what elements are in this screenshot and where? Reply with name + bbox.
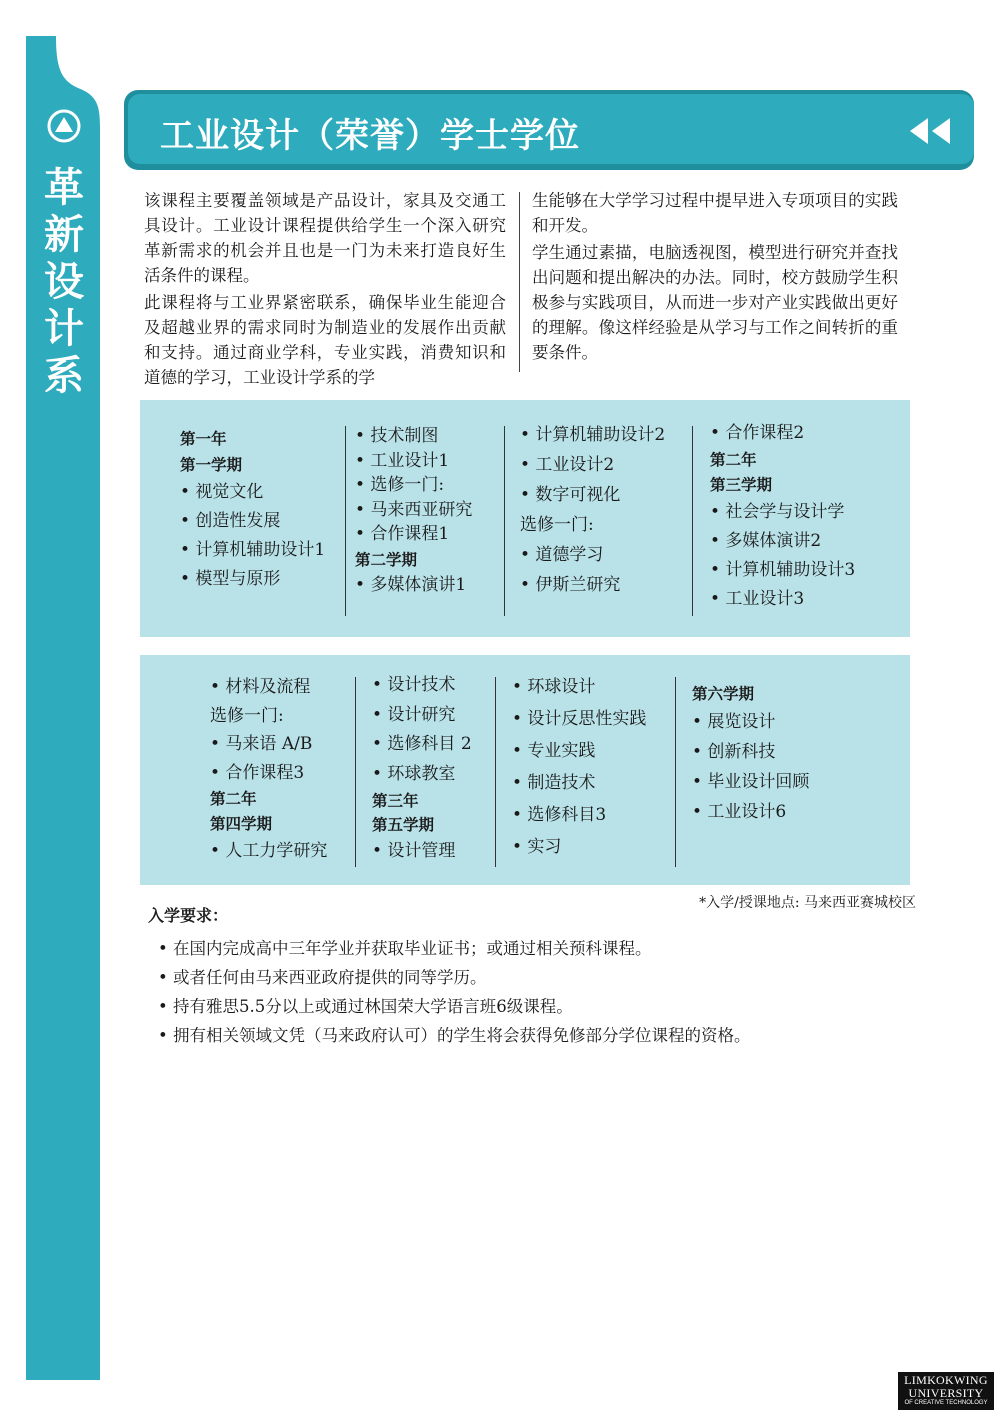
course-item: • 合作课程2: [710, 423, 805, 443]
course-item: • 多媒体演讲2: [710, 531, 822, 551]
page-title: 工业设计（荣誉）学士学位: [160, 116, 580, 156]
course-item: • 计算机辅助设计2: [520, 425, 666, 445]
course-item: • 马来西亚研究: [355, 499, 473, 520]
requirement-item: • 拥有相关领域文凭（马来政府认可）的学生将会获得免修部分学位课程的资格。: [158, 1026, 751, 1045]
university-logo: [898, 1372, 994, 1410]
requirement-item: • 持有雅思5.5分以上或通过林国荣大学语言班6级课程。: [158, 997, 573, 1016]
curriculum-column-year2-sem3: [710, 419, 855, 614]
course-item: • 合作课程1: [355, 524, 450, 544]
curriculum-column-electives: [520, 420, 665, 600]
course-item: • 合作课程3: [210, 762, 305, 783]
logo-line: OF CREATIVE TECHNOLOGY: [904, 1400, 988, 1406]
intro-left-column: [144, 188, 506, 392]
triangle-in-circle-icon: [46, 108, 82, 144]
course-item: • 选修一门:: [355, 475, 445, 495]
requirements-title: 入学要求：: [148, 906, 229, 925]
curriculum-column-sem6: [692, 681, 809, 827]
course-item: • 创造性发展: [180, 511, 281, 531]
year-heading: 第三年: [372, 792, 419, 810]
requirements-list: [158, 934, 750, 1050]
course-item: • 数字可视化: [520, 485, 621, 505]
course-item: • 工业设计1: [355, 450, 450, 471]
course-item: • 社会学与设计学: [710, 502, 845, 522]
course-item: • 视觉文化: [180, 482, 264, 502]
year-heading: 第二年: [210, 790, 257, 808]
course-item: • 制造技术: [512, 773, 596, 793]
curriculum-panel-2: [140, 655, 910, 885]
course-item: • 环球设计: [512, 677, 596, 697]
course-item: • 环球教室: [372, 763, 456, 784]
course-item: • 工业设计6: [692, 802, 787, 822]
year-heading: 第二年: [710, 451, 757, 469]
curriculum-column-year3-sem5: [372, 671, 472, 867]
requirement-item: • 在国内完成高中三年学业并获取毕业证书；或通过相关预科课程。: [158, 939, 652, 958]
intro-paragraph: 该课程主要覆盖领域是产品设计，家具及交通工具设计。工业设计课程提供给学生一个深入研究革新需求的机会并且也是一门为未来打造良好生活条件的课程。: [144, 191, 506, 285]
course-item: • 设计技术: [372, 675, 456, 695]
year-heading: 第一年: [180, 430, 227, 448]
department-label: [40, 165, 88, 400]
curriculum-column-sem2: [355, 424, 472, 597]
semester-heading: 第三学期: [710, 476, 773, 494]
course-item: • 人工力学研究: [210, 841, 328, 861]
requirement-item: • 或者任何由马来西亚政府提供的同等学历。: [158, 968, 487, 987]
intro-paragraph: 此课程将与工业界紧密联系，确保毕业生能迎合及超越业界的需求同时为制造业的发展作出贡献和支持。通过商业学科，专业实践，消费知识和道德的学习，工业设计学系的学: [144, 293, 506, 387]
semester-heading: 第四学期: [210, 815, 273, 833]
column-divider: [504, 426, 505, 616]
curriculum-column-practice: [512, 671, 646, 863]
intro-right-column: [532, 188, 898, 367]
column-divider: [675, 677, 676, 867]
course-item: • 计算机辅助设计3: [710, 560, 856, 580]
column-divider: [345, 426, 346, 616]
elective-label: 选修一门:: [520, 515, 594, 535]
course-item: • 道德学习: [520, 545, 604, 565]
course-item: • 技术制图: [355, 426, 439, 446]
intro-divider: [519, 192, 520, 372]
location-note: *入学/授课地点: 马来西亚赛城校区: [699, 895, 916, 911]
course-item: • 设计研究: [372, 704, 456, 725]
course-item: • 展览设计: [692, 712, 776, 732]
course-item: • 设计反思性实践: [512, 709, 647, 729]
course-item: • 选修科目 2: [372, 734, 472, 754]
department-label-char: 计: [44, 306, 84, 352]
column-divider: [355, 677, 356, 867]
department-label-char: 设: [44, 259, 84, 305]
semester-heading: 第六学期: [692, 685, 755, 703]
intro-paragraph: 学生通过素描，电脑透视图，模型进行研究并查找出问题和提出解决的办法。同时，校方鼓励学生积极参与实践项目，从而进一步对产业实践做出更好的理解。像这样经验是从学习与工作之间转折的重要条件。: [532, 243, 898, 362]
course-item: • 伊斯兰研究: [520, 575, 621, 595]
department-label-char: 系: [44, 353, 84, 399]
course-item: • 专业实践: [512, 741, 596, 761]
curriculum-panel-1: [140, 400, 910, 637]
intro-paragraph: 生能够在大学学习过程中提早进入专项项目的实践和开发。: [532, 191, 898, 235]
curriculum-column-year1-sem1: [180, 426, 325, 594]
course-item: • 计算机辅助设计1: [180, 540, 326, 560]
course-item: • 多媒体演讲1: [355, 574, 467, 595]
logo-line: LIMKOKWING: [904, 1373, 988, 1387]
course-item: • 工业设计2: [520, 455, 615, 475]
department-label-char: 革: [44, 165, 84, 211]
course-item: • 毕业设计回顾: [692, 772, 810, 792]
column-divider: [692, 426, 693, 616]
course-item: • 马来语 A/B: [210, 734, 313, 754]
course-item: • 材料及流程: [210, 677, 311, 697]
department-label-char: 新: [44, 212, 84, 258]
logo-line: UNIVERSITY: [908, 1386, 984, 1400]
column-divider: [495, 677, 496, 867]
elective-label: 选修一门:: [210, 705, 284, 726]
rewind-icon[interactable]: [908, 116, 952, 146]
course-item: • 选修科目3: [512, 805, 607, 825]
course-item: • 工业设计3: [710, 589, 805, 609]
course-item: • 设计管理: [372, 841, 456, 861]
semester-heading: 第五学期: [372, 816, 435, 834]
curriculum-column-year2-sem4: [210, 673, 327, 866]
course-item: • 模型与原形: [180, 569, 281, 589]
course-item: • 实习: [512, 837, 562, 857]
semester-heading: 第一学期: [180, 456, 243, 474]
semester-heading: 第二学期: [355, 550, 418, 569]
course-item: • 创新科技: [692, 742, 776, 762]
